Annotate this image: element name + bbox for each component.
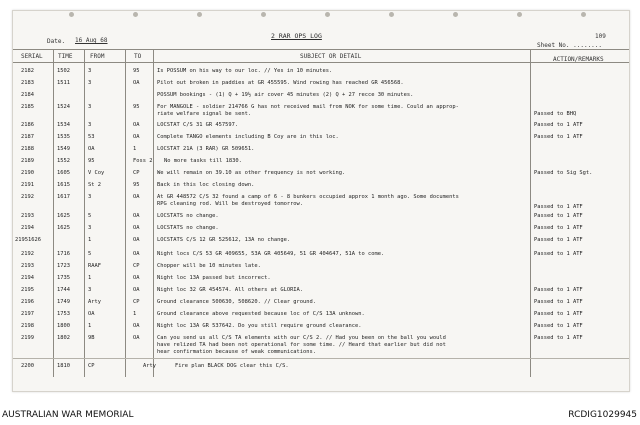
time-cell: 1535 bbox=[57, 134, 70, 140]
to-cell: OA bbox=[133, 122, 140, 128]
col-serial: SERIAL bbox=[21, 53, 43, 60]
subject-cell: Back in this loc closing down. bbox=[157, 182, 255, 188]
subject-cell: Complete TANGO elements including B Coy are in this loc. bbox=[157, 134, 339, 140]
to-cell: OA bbox=[133, 213, 140, 219]
time-cell: 1735 bbox=[57, 275, 70, 281]
subject-cell: LOCSTATS no change. bbox=[157, 225, 219, 231]
subject-cell: At GR 448572 C/S 32 found a camp of 6 - 8 bunkers occupied approx 1 month ago. Some documents bbox=[157, 194, 459, 200]
punch-hole bbox=[325, 12, 330, 17]
punch-hole bbox=[453, 12, 458, 17]
to-cell: 1 bbox=[133, 311, 137, 317]
from-cell: 3 bbox=[88, 194, 92, 200]
from-cell: OA bbox=[88, 311, 95, 317]
log-row bbox=[13, 299, 629, 311]
serial-cell: 2187 bbox=[21, 134, 34, 140]
time-cell: 1615 bbox=[57, 182, 70, 188]
serial-cell: 2183 bbox=[21, 80, 34, 86]
punch-hole bbox=[69, 12, 74, 17]
subject-cell: Night locs C/S 53 GR 409655, 53A GR 405649, 51 GR 404647, 51A to come. bbox=[157, 251, 385, 257]
serial-cell: 2185 bbox=[21, 104, 34, 110]
archive-reference: RCDIG1029945 bbox=[568, 410, 637, 420]
log-title: 2 RAR OPS LOG bbox=[271, 32, 322, 40]
action-cell: Passed to 1 ATF bbox=[534, 311, 583, 317]
log-row bbox=[13, 237, 629, 249]
log-row bbox=[13, 146, 629, 158]
action-cell: Passed to 1 ATF bbox=[534, 225, 583, 231]
from-cell: CP bbox=[88, 363, 95, 369]
action-cell: Passed to 1 ATF bbox=[534, 287, 583, 293]
serial-cell: 2193 bbox=[21, 213, 34, 219]
log-row bbox=[13, 92, 629, 104]
to-cell: Foss 2 bbox=[133, 158, 153, 164]
log-row bbox=[13, 170, 629, 182]
log-row bbox=[13, 263, 629, 275]
to-cell: 1 bbox=[133, 146, 137, 152]
from-cell: 1 bbox=[88, 237, 92, 243]
action-cell: Passed to 1 ATF bbox=[534, 237, 583, 243]
from-cell: V Coy bbox=[88, 170, 105, 176]
from-cell: Arty bbox=[88, 299, 101, 305]
header-rule-bottom bbox=[13, 62, 629, 63]
time-cell: 1605 bbox=[57, 170, 70, 176]
col-time: TIME bbox=[58, 53, 73, 60]
header-rule-top bbox=[13, 49, 629, 50]
log-row bbox=[13, 68, 629, 80]
from-cell: 3 bbox=[88, 80, 92, 86]
log-row bbox=[13, 225, 629, 237]
action-cell: Passed to BHQ bbox=[534, 111, 577, 117]
log-row bbox=[13, 311, 629, 323]
log-row bbox=[13, 158, 629, 170]
to-cell: 95 bbox=[133, 182, 140, 188]
to-cell: OA bbox=[133, 80, 140, 86]
subject-cell: Ground clearance above requested because loc of C/S 13A unknown. bbox=[157, 311, 365, 317]
action-cell: Passed to Sig Sgt. bbox=[534, 170, 593, 176]
serial-cell: 2182 bbox=[21, 68, 34, 74]
to-cell: Arty bbox=[143, 363, 156, 369]
to-cell: OA bbox=[133, 194, 140, 200]
action-cell: Passed to 1 ATF bbox=[534, 251, 583, 257]
subject-cell: For MANGOLE - soldier 214766 G has not received mail from NOK for some time. Could an approp- bbox=[157, 104, 459, 110]
log-sheet bbox=[12, 10, 630, 392]
subject-cell: Is POSSUM on his way to our loc. // Yes in 10 minutes. bbox=[157, 68, 333, 74]
col-subject: SUBJECT OR DETAIL bbox=[300, 53, 362, 60]
subject-cell: LOCSTAT C/S 31 GR 457597. bbox=[157, 122, 239, 128]
subject-cell: LOCSTATS no change. bbox=[157, 213, 219, 219]
to-cell: OA bbox=[133, 225, 140, 231]
log-row bbox=[13, 182, 629, 194]
subject-cell-line-2: riate welfare signal be sent. bbox=[157, 111, 252, 117]
time-cell: 1524 bbox=[57, 104, 70, 110]
serial-cell: 2191 bbox=[21, 182, 34, 188]
time-cell: 1502 bbox=[57, 68, 70, 74]
serial-cell: 2199 bbox=[21, 335, 34, 341]
action-cell: Passed to 1 ATF bbox=[534, 213, 583, 219]
subject-cell: Pilot out broken in paddies at GR 455595. Wind rowing has reached GR 456568. bbox=[157, 80, 404, 86]
time-cell: 1744 bbox=[57, 287, 70, 293]
action-cell: Passed to 1 ATF bbox=[534, 335, 583, 341]
date-value: 16 Aug 68 bbox=[75, 37, 108, 44]
action-cell: Passed to 1 ATF bbox=[534, 134, 583, 140]
action-cell: Passed to 1 ATF bbox=[534, 299, 583, 305]
time-cell: 1625 bbox=[57, 225, 70, 231]
subject-cell: Can you send us all C/S TA elements with our C/S 2. // Had you been on the ball you would bbox=[157, 335, 446, 341]
archive-credit: AUSTRALIAN WAR MEMORIAL bbox=[2, 410, 134, 420]
serial-cell: 2192 bbox=[21, 251, 34, 257]
from-cell: 1 bbox=[88, 275, 92, 281]
to-cell: 95 bbox=[133, 68, 140, 74]
action-cell: Passed to 1 ATF bbox=[534, 204, 583, 210]
time-cell: 1552 bbox=[57, 158, 70, 164]
to-cell: OA bbox=[133, 323, 140, 329]
from-cell: 1 bbox=[88, 323, 92, 329]
punch-hole bbox=[133, 12, 138, 17]
col-to: TO bbox=[134, 53, 142, 60]
serial-cell: 2184 bbox=[21, 92, 34, 98]
subject-cell-line-3: hear confirmation because of weak communications. bbox=[157, 349, 317, 355]
to-cell: OA bbox=[133, 287, 140, 293]
serial-cell: 2200 bbox=[21, 363, 34, 369]
time-cell: 1534 bbox=[57, 122, 70, 128]
subject-cell: Fire plan BLACK DOG clear this C/S. bbox=[175, 363, 289, 369]
log-row bbox=[13, 287, 629, 299]
from-cell: 3 bbox=[88, 287, 92, 293]
log-row bbox=[13, 335, 629, 355]
subject-cell: Ground clearance 500630, 508620. // Clear ground. bbox=[157, 299, 317, 305]
from-cell: St 2 bbox=[88, 182, 101, 188]
punch-hole bbox=[581, 12, 586, 17]
from-cell: 5 bbox=[88, 251, 92, 257]
serial-cell: 21951626 bbox=[15, 237, 41, 243]
serial-cell: 2190 bbox=[21, 170, 34, 176]
log-row bbox=[13, 251, 629, 263]
to-cell: OA bbox=[133, 275, 140, 281]
serial-cell: 2198 bbox=[21, 323, 34, 329]
from-cell: 9B bbox=[88, 335, 95, 341]
subject-cell: Night loc 13A GR 537642. Do you still require ground clearance. bbox=[157, 323, 362, 329]
subject-cell-line-2: RPG cleaning rod. Will be destroyed tomorrow. bbox=[157, 201, 304, 207]
from-cell: RAAF bbox=[88, 263, 101, 269]
from-cell: 5 bbox=[88, 213, 92, 219]
to-cell: OA bbox=[133, 251, 140, 257]
time-cell: 1753 bbox=[57, 311, 70, 317]
subject-cell: No more tasks till 1830. bbox=[164, 158, 242, 164]
serial-cell: 2188 bbox=[21, 146, 34, 152]
from-cell: 3 bbox=[88, 225, 92, 231]
from-cell: 3 bbox=[88, 68, 92, 74]
to-cell: OA bbox=[133, 134, 140, 140]
serial-cell: 2193 bbox=[21, 263, 34, 269]
time-cell: 1511 bbox=[57, 80, 70, 86]
from-cell: 95 bbox=[88, 158, 95, 164]
time-cell: 1625 bbox=[57, 213, 70, 219]
date-label: Date. bbox=[47, 38, 66, 45]
action-cell: Passed to 1 ATF bbox=[534, 323, 583, 329]
log-row bbox=[13, 104, 629, 116]
from-cell: 3 bbox=[88, 122, 92, 128]
page-number: 109 bbox=[595, 33, 606, 40]
time-cell: 1749 bbox=[57, 299, 70, 305]
to-cell: OA bbox=[133, 237, 140, 243]
action-cell: Passed to 1 ATF bbox=[534, 122, 583, 128]
to-cell: CP bbox=[133, 170, 140, 176]
serial-cell: 2195 bbox=[21, 287, 34, 293]
punch-hole bbox=[389, 12, 394, 17]
punch-holes bbox=[13, 12, 629, 20]
time-cell: 1802 bbox=[57, 335, 70, 341]
subject-cell: POSSUM bookings - (1) Q + 19½ air cover 45 minutes (2) Q + 27 recce 30 minutes. bbox=[157, 92, 414, 98]
log-row bbox=[13, 275, 629, 287]
subject-cell: We will remain on 39.10 as other frequency is not working. bbox=[157, 170, 346, 176]
punch-hole bbox=[261, 12, 266, 17]
punch-hole bbox=[197, 12, 202, 17]
log-row bbox=[13, 323, 629, 335]
serial-cell: 2196 bbox=[21, 299, 34, 305]
time-cell: 1549 bbox=[57, 146, 70, 152]
to-cell: CP bbox=[133, 299, 140, 305]
serial-cell: 2194 bbox=[21, 225, 34, 231]
log-row bbox=[13, 134, 629, 146]
punch-hole bbox=[517, 12, 522, 17]
log-row bbox=[13, 194, 629, 210]
to-cell: CP bbox=[133, 263, 140, 269]
log-row bbox=[13, 363, 629, 375]
col-action: ACTION/REMARKS bbox=[553, 56, 604, 63]
time-cell: 1716 bbox=[57, 251, 70, 257]
time-cell: 1810 bbox=[57, 363, 70, 369]
row-divider bbox=[13, 358, 629, 359]
subject-cell: Night loc 32 GR 454574. All others at GLORIA. bbox=[157, 287, 304, 293]
log-row bbox=[13, 122, 629, 134]
serial-cell: 2194 bbox=[21, 275, 34, 281]
serial-cell: 2197 bbox=[21, 311, 34, 317]
time-cell: 1800 bbox=[57, 323, 70, 329]
log-row bbox=[13, 213, 629, 225]
subject-cell: Chopper will be 10 minutes late. bbox=[157, 263, 261, 269]
time-cell: 1723 bbox=[57, 263, 70, 269]
serial-cell: 2189 bbox=[21, 158, 34, 164]
from-cell: 53 bbox=[88, 134, 95, 140]
serial-cell: 2186 bbox=[21, 122, 34, 128]
sheet-number: Sheet No. ........ bbox=[537, 42, 603, 49]
to-cell: OA bbox=[133, 335, 140, 341]
from-cell: OA bbox=[88, 146, 95, 152]
subject-cell: Night loc 13A passed but incorrect. bbox=[157, 275, 271, 281]
subject-cell: LOCSTATS C/S 12 GR 525612, 13A no change. bbox=[157, 237, 291, 243]
log-row bbox=[13, 80, 629, 92]
to-cell: 95 bbox=[133, 104, 140, 110]
subject-cell: LOCSTAT 21A (3 RAR) GR 509651. bbox=[157, 146, 255, 152]
subject-cell-line-2: have relized TA had been not operational for some time. // Heard that earlier but did not bbox=[157, 342, 446, 348]
time-cell: 1617 bbox=[57, 194, 70, 200]
from-cell: 3 bbox=[88, 104, 92, 110]
serial-cell: 2192 bbox=[21, 194, 34, 200]
col-from: FROM bbox=[90, 53, 105, 60]
